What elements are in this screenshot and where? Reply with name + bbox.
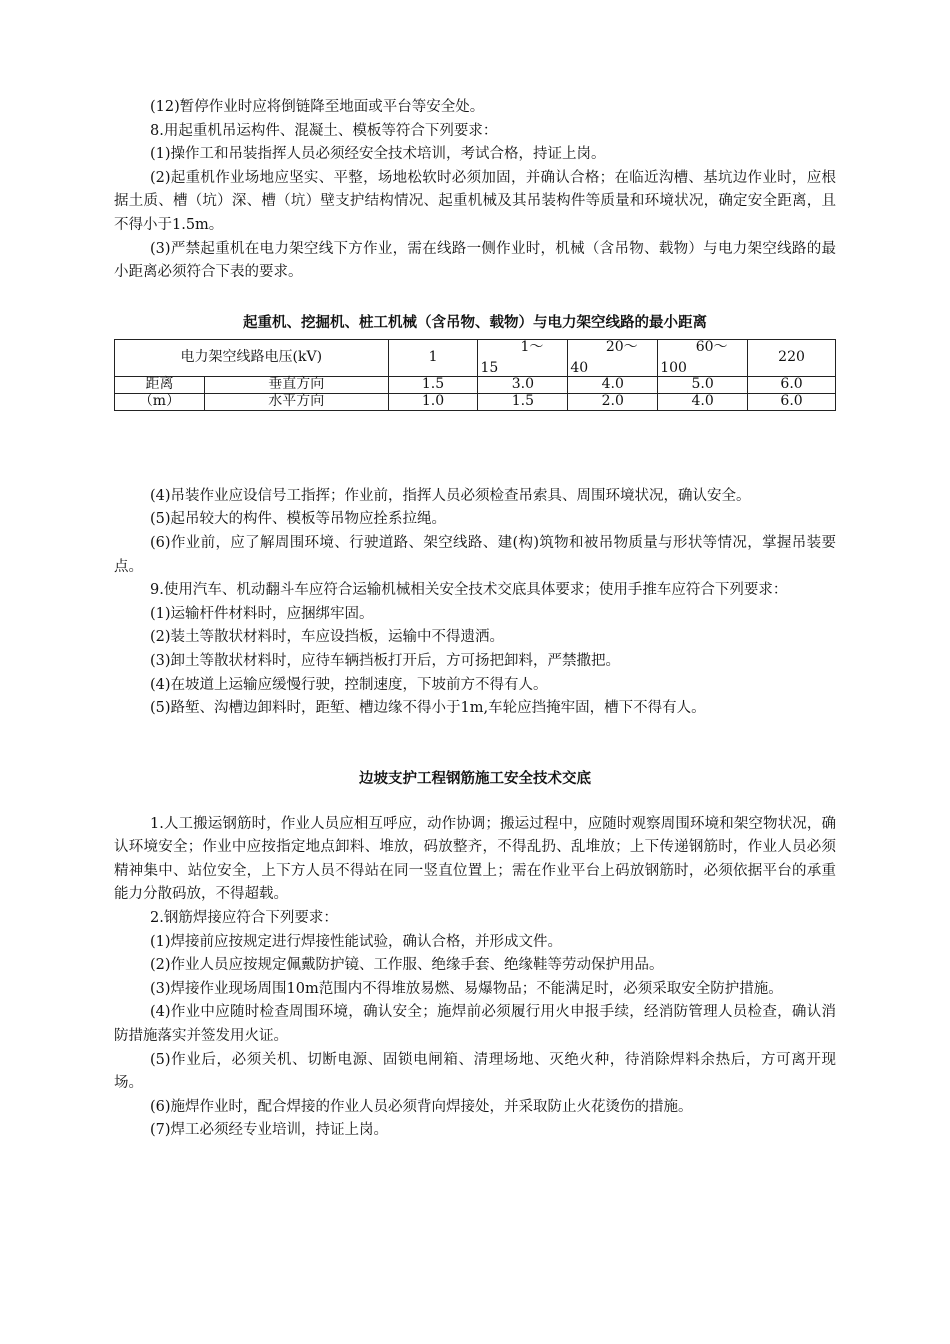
paragraph: (2)起重机作业场地应坚实、平整，场地松软时必须加固，并确认合格；在临近沟槽、基坑边作业时，应根据土质、槽（坑）深、槽（坑）壁支护结构情况、起重机械及其吊装构件等质量和环境状况，确定安全距离，且不得小于1.5m。 <box>114 169 836 233</box>
paragraph: (3)卸土等散状材料时，应待车辆挡板打开后，方可扬把卸料，严禁撒把。 <box>150 652 621 669</box>
table-cell: 3.0 <box>478 376 568 393</box>
paragraph: (4)在坡道上运输应缓慢行驶，控制速度，下坡前方不得有人。 <box>150 676 548 693</box>
paragraph: (5)路堑、沟槽边卸料时，距堑、槽边缘不得小于1m,车轮应挡掩牢固，槽下不得有人。 <box>150 700 706 717</box>
table-cell: 6.0 <box>748 376 836 393</box>
paragraph: (4)作业中应随时检查周围环境，确认安全；施焊前必须履行用火申报手续，经消防管理人员检查，确认消防措施落实并签发用火证。 <box>114 1004 836 1045</box>
table-cell: 1.0 <box>388 393 478 410</box>
voltage-value: 220 <box>748 339 836 376</box>
vertical-label: 垂直方向 <box>204 376 388 393</box>
section-title: 边坡支护工程钢筋施工安全技术交底 <box>359 770 591 787</box>
paragraph: (3)严禁起重机在电力架空线下方作业，需在线路一侧作业时，机械（含吊物、载物）与电力架空线路的最小距离必须符合下表的要求。 <box>114 240 836 281</box>
paragraph: (6)施焊作业时，配合焊接的作业人员必须背向焊接处，并采取防止火花烫伤的措施。 <box>150 1098 693 1115</box>
paragraph: 2.钢筋焊接应符合下列要求： <box>150 910 338 927</box>
paragraph: (12)暂停作业时应将倒链降至地面或平台等安全处。 <box>150 99 485 115</box>
voltage-value <box>568 339 658 376</box>
paragraph: (1)运输杆件材料时，应捆绑牢固。 <box>150 605 374 622</box>
table-cell: 5.0 <box>658 376 748 393</box>
voltage-value <box>658 339 748 376</box>
paragraph: (2)装土等散状材料时，车应设挡板，运输中不得遗洒。 <box>150 629 505 646</box>
table-title: 起重机、挖掘机、桩工机械（含吊物、载物）与电力架空线路的最小距离 <box>243 314 707 331</box>
table-cell: 4.0 <box>568 376 658 393</box>
voltage-range-start: 60～ <box>695 338 728 355</box>
table-cell: 1.5 <box>478 393 568 410</box>
paragraph: 8.用起重机吊运构件、混凝土、模板等符合下列要求： <box>150 122 498 139</box>
distance-label: 距离 <box>115 376 205 393</box>
voltage-value: 1 <box>388 339 478 376</box>
document-page <box>114 96 836 1143</box>
voltage-range-end: 40 <box>570 359 589 376</box>
voltage-range-end: 100 <box>660 359 687 376</box>
voltage-range-end: 15 <box>480 359 499 376</box>
table-cell: 1.5 <box>388 376 478 393</box>
paragraph: (1)焊接前应按规定进行焊接性能试验，确认合格，并形成文件。 <box>150 933 563 950</box>
table-cell: 2.0 <box>568 393 658 410</box>
paragraph: (5)作业后，必须关机、切断电源、固锁电闸箱、清理场地、灭绝火种，待消除焊料余热后，方可离开现场。 <box>114 1051 836 1092</box>
voltage-range-start: 20～ <box>605 338 638 355</box>
voltage-label: 电力架空线路电压(kV) <box>115 339 389 376</box>
paragraph: (5)起吊较大的构件、模板等吊物应拴系拉绳。 <box>150 511 447 528</box>
paragraph: (4)吊装作业应设信号工指挥；作业前，指挥人员必须检查吊索具、周围环境状况，确认安全。 <box>150 487 751 504</box>
paragraph: (3)焊接作业现场周围10m范围内不得堆放易燃、易爆物品；不能满足时，必须采取安全防护措施。 <box>150 980 783 997</box>
paragraph: (2)作业人员应按规定佩戴防护镜、工作服、绝缘手套、绝缘鞋等劳动保护用品。 <box>150 957 664 974</box>
paragraph: 1.人工搬运钢筋时，作业人员应相互呼应，动作协调；搬运过程中，应随时观察周围环境和架空物状况，确认环境安全；作业中应按指定地点卸料、堆放，码放整齐，不得乱扔、乱堆放；上下传递钢筋时，作业人员必须精神集中、站位安全，上下方人员不得站在同一竖直位置上；需在作业平台上码放钢筋时，必须依据平台的承重能力分散码放，不得超载。 <box>114 815 836 903</box>
table-cell: 4.0 <box>658 393 748 410</box>
paragraph: 9.使用汽车、机动翻斗车应符合运输机械相关安全技术交底具体要求；使用手推车应符合下列要求： <box>150 582 788 599</box>
voltage-range-start: 1～ <box>520 338 544 355</box>
paragraph: (7)焊工必须经专业培训，持证上岗。 <box>150 1122 389 1139</box>
distance-table <box>114 339 836 411</box>
table-cell: 6.0 <box>748 393 836 410</box>
paragraph: (6)作业前，应了解周围环境、行驶道路、架空线路、建(构)筑物和被吊物质量与形状等情况，掌握吊装要点。 <box>114 534 836 575</box>
paragraph: (1)操作工和吊装指挥人员必须经安全技术培训，考试合格，持证上岗。 <box>150 146 606 163</box>
distance-unit: （m） <box>115 393 205 410</box>
horizontal-label: 水平方向 <box>204 393 388 410</box>
voltage-value <box>478 339 568 376</box>
